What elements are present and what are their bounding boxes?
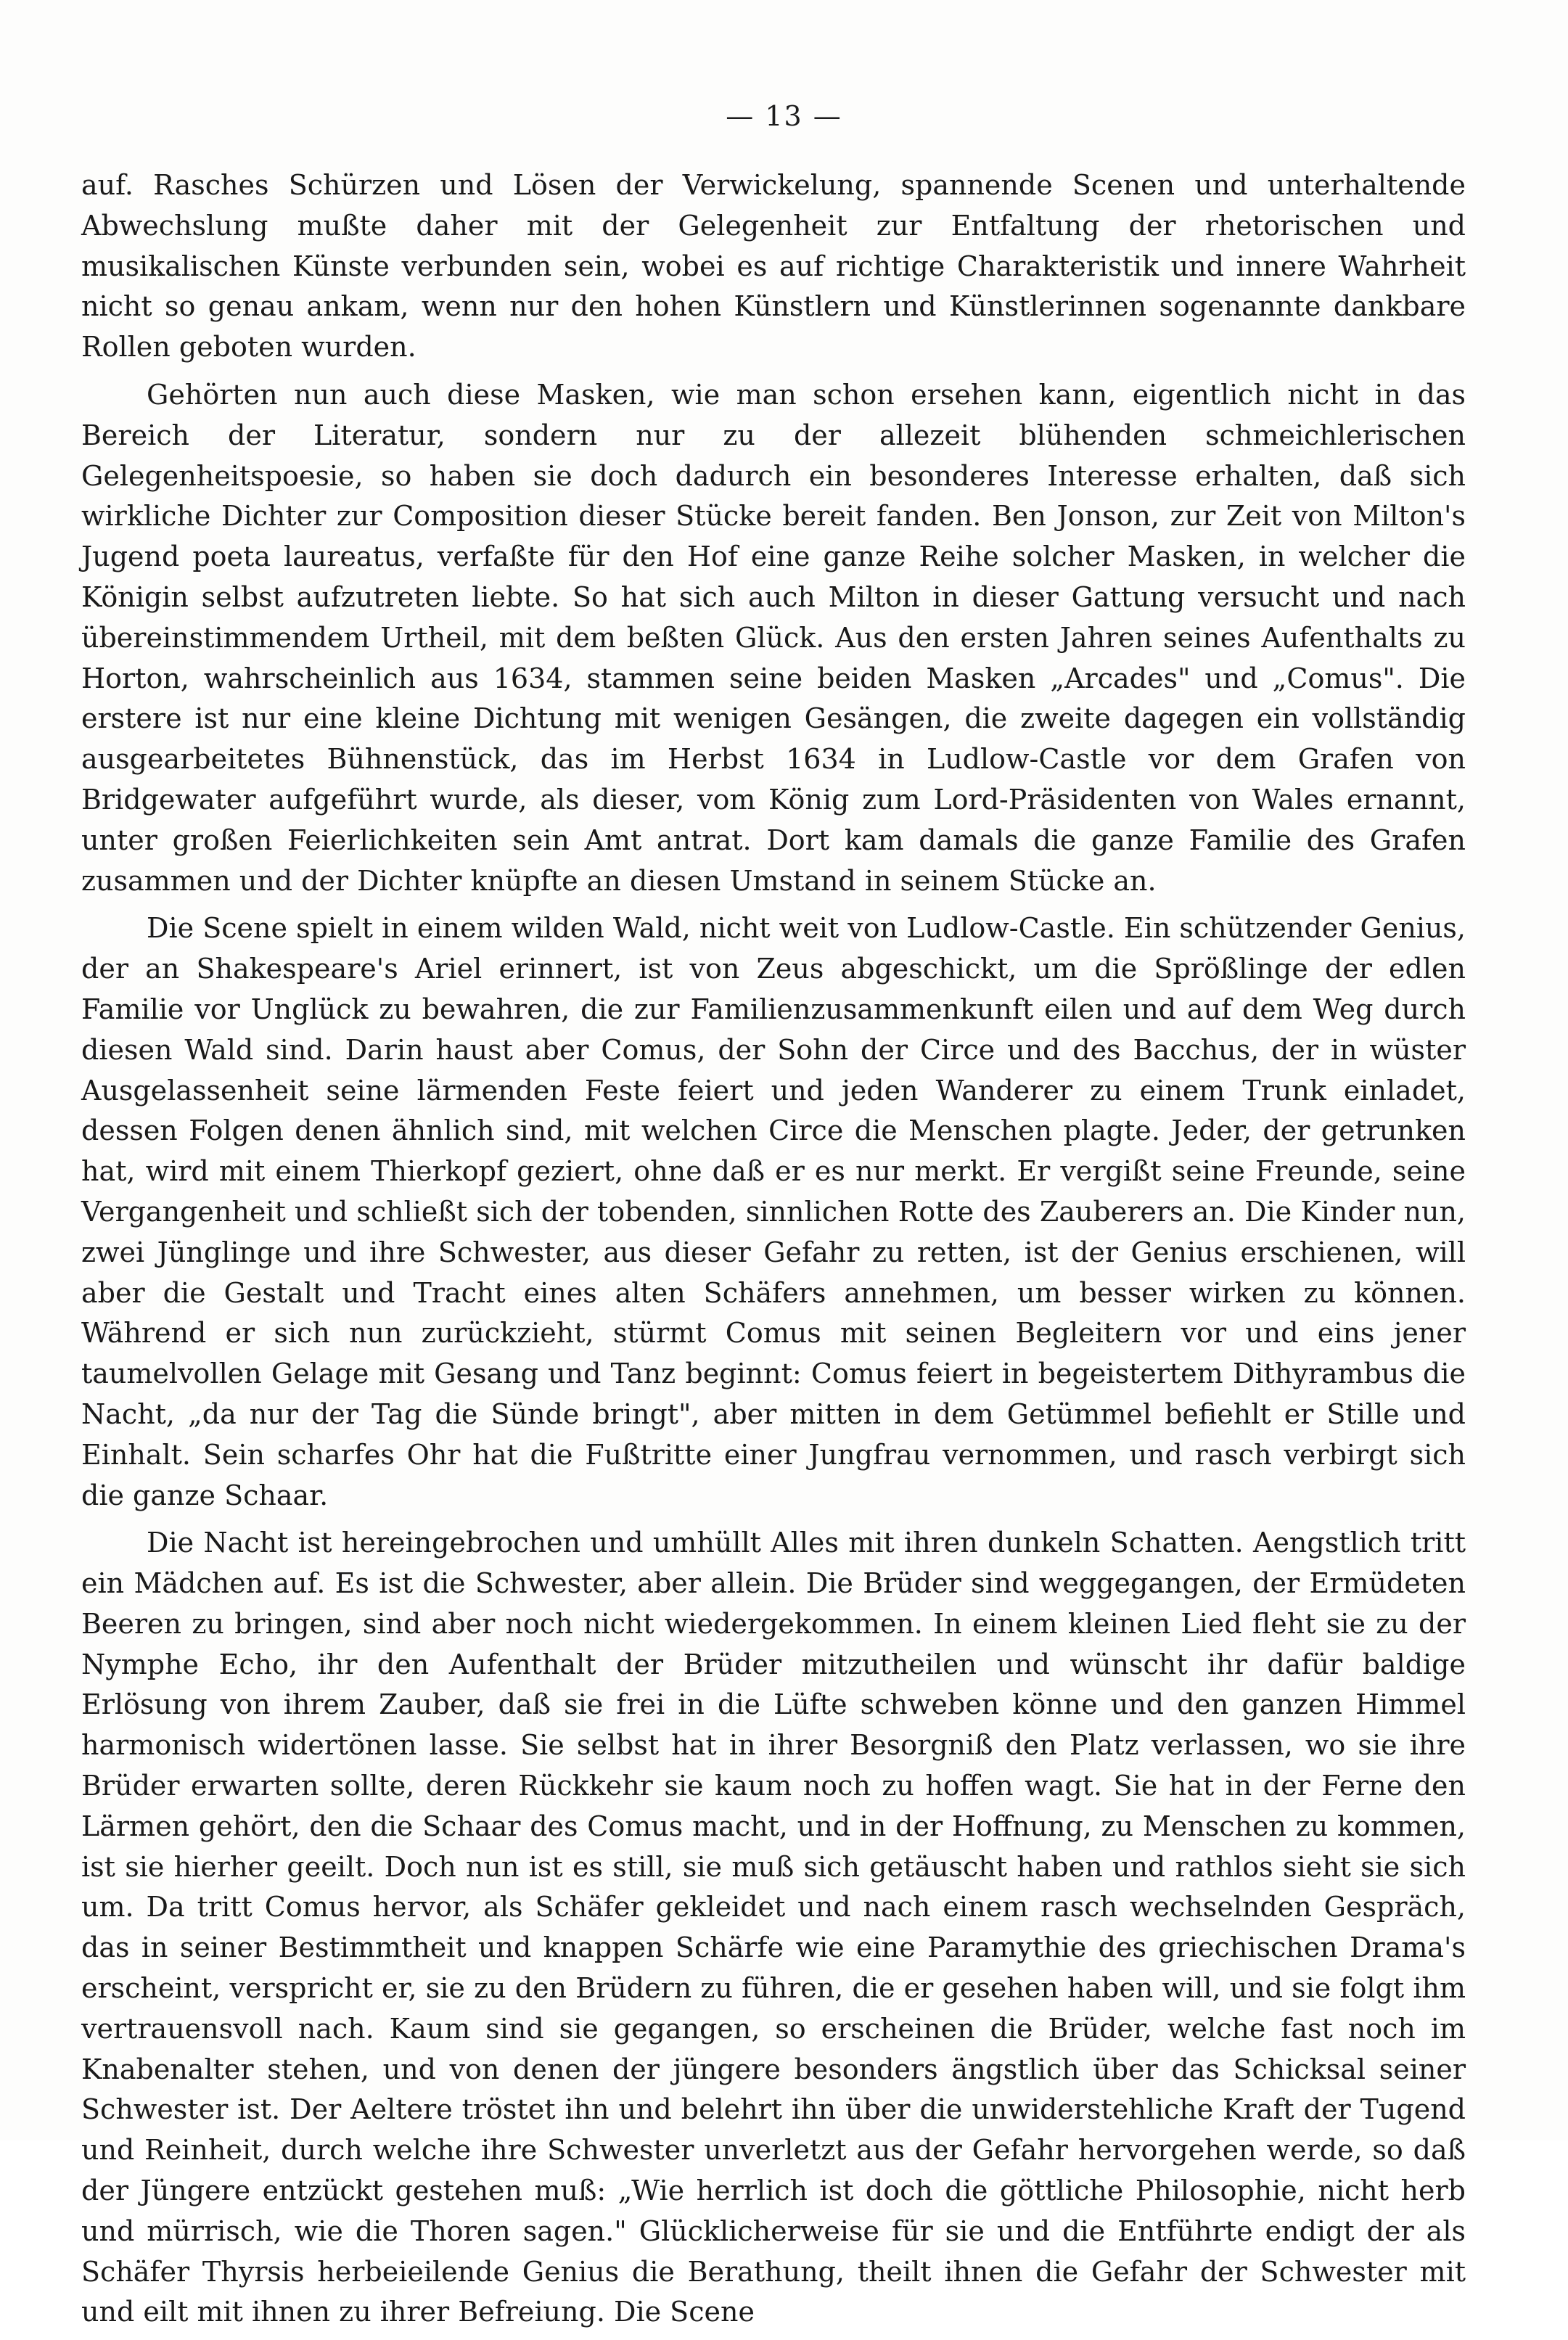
paragraph-1: auf. Rasches Schürzen und Lösen der Verwickelung, spannende Scenen und unterhaltende Abwechslung mußte daher mit der Gelegenheit zur Entfaltung der rhetorischen und musikalischen Künste verbunden sein, wobei es auf richtige Charakteristik und innere Wahrheit nicht so genau ankam, wenn nur den hohen Künstlern und Künstlerinnen sogenannte dankbare Rollen geboten wurden.: [81, 169, 1466, 364]
body-text: [81, 165, 1466, 2340]
paragraph-2: Gehörten nun auch diese Masken, wie man schon ersehen kann, eigentlich nicht in das Bereich der Literatur, sondern nur zu der allezeit blühenden schmeichlerischen Gelegenheitspoesie, so haben sie doch dadurch ein besonderes Interesse erhalten, daß sich wirkliche Dichter zur Composition dieser Stücke bereit fanden. Ben Jonson, zur Zeit von Milton's Jugend poeta laureatus, verfaßte für den Hof eine ganze Reihe solcher Masken, in welcher die Königin selbst aufzutreten liebte. So hat sich auch Milton in dieser Gattung versucht und nach übereinstimmendem Urtheil, mit dem beßten Glück. Aus den ersten Jahren seines Aufenthalts zu Horton, wahrscheinlich aus 1634, stammen seine beiden Masken „Arcades" und „Comus". Die erstere ist nur eine kleine Dichtung mit wenigen Gesängen, die zweite dagegen ein vollständig ausgearbeitetes Bühnenstück, das im Herbst 1634 in Ludlow-Castle vor dem Grafen von Bridgewater aufgeführt wurde, als dieser, vom König zum Lord-Präsidenten von Wales ernannt, unter großen Feierlichkeiten sein Amt antrat. Dort kam damals die ganze Familie des Grafen zusammen und der Dichter knüpfte an diesen Umstand in seinem Stücke an.: [81, 378, 1466, 897]
paragraph-4: Die Nacht ist hereingebrochen und umhüllt Alles mit ihren dunkeln Schatten. Aengstlich tritt ein Mädchen auf. Es ist die Schwester, aber allein. Die Brüder sind weggegangen, der Ermüdeten Beeren zu bringen, sind aber noch nicht wiedergekommen. In einem kleinen Lied fleht sie zu der Nymphe Echo, ihr den Aufenthalt der Brüder mitzutheilen und wünscht ihr dafür baldige Erlösung von ihrem Zauber, daß sie frei in die Lüfte schweben könne und den ganzen Himmel harmonisch widertönen lasse. Sie selbst hat in ihrer Besorgniß den Platz verlassen, wo sie ihre Brüder erwarten sollte, deren Rückkehr sie kaum noch zu hoffen wagt. Sie hat in der Ferne den Lärmen gehört, den die Schaar des Comus macht, und in der Hoffnung, zu Menschen zu kommen, ist sie hierher geeilt. Doch nun ist es still, sie muß sich getäuscht haben und rathlos sieht sie sich um. Da tritt Comus hervor, als Schäfer gekleidet und nach einem rasch wechselnden Gespräch, das in seiner Bestimmtheit und knappen Schärfe wie eine Paramythie des griechischen Drama's erscheint, verspricht er, sie zu den Brüdern zu führen, die er gesehen haben will, und sie folgt ihm vertrauensvoll nach. Kaum sind sie gegangen, so erscheinen die Brüder, welche fast noch im Knabenalter stehen, und von denen der jüngere besonders ängstlich über das Schicksal seiner Schwester ist. Der Aeltere tröstet ihn und belehrt ihn über die unwiderstehliche Kraft der Tugend und Reinheit, durch welche ihre Schwester unverletzt aus der Gefahr hervorgehen werde, so daß der Jüngere entzückt gestehen muß: „Wie herrlich ist doch die göttliche Philosophie, nicht herb und mürrisch, wie die Thoren sagen." Glücklicherweise für sie und die Entführte endigt der als Schäfer Thyrsis herbeieilende Genius die Berathung, theilt ihnen die Gefahr der Schwester mit und eilt mit ihnen zu ihrer Befreiung. Die Scene: [81, 1527, 1466, 2328]
page-number: — 13 —: [726, 100, 842, 132]
paragraph-3: Die Scene spielt in einem wilden Wald, nicht weit von Ludlow-Castle. Ein schützender Genius, der an Shakespeare's Ariel erinnert, ist von Zeus abgeschickt, um die Sprößlinge der edlen Familie vor Unglück zu bewahren, die zur Familienzusammenkunft eilen und auf dem Weg durch diesen Wald sind. Darin haust aber Comus, der Sohn der Circe und des Bacchus, der in wüster Ausgelassenheit seine lärmenden Feste feiert und jeden Wanderer zu einem Trunk einladet, dessen Folgen denen ähnlich sind, mit welchen Circe die Menschen plagte. Jeder, der getrunken hat, wird mit einem Thierkopf geziert, ohne daß er es nur merkt. Er vergißt seine Freunde, seine Vergangenheit und schließt sich der tobenden, sinnlichen Rotte des Zauberers an. Die Kinder nun, zwei Jünglinge und ihre Schwester, aus dieser Gefahr zu retten, ist der Genius erschienen, will aber die Gestalt und Tracht eines alten Schäfers annehmen, um besser wirken zu können. Während er sich nun zurückzieht, stürmt Comus mit seinen Begleitern vor und eins jener taumelvollen Gelage mit Gesang und Tanz beginnt: Comus feiert in begeistertem Dithyrambus die Nacht, „da nur der Tag die Sünde bringt", aber mitten in dem Getümmel befiehlt er Stille und Einhalt. Sein scharfes Ohr hat die Fußtritte einer Jungfrau vernommen, und rasch verbirgt sich die ganze Schaar.: [81, 912, 1466, 1511]
